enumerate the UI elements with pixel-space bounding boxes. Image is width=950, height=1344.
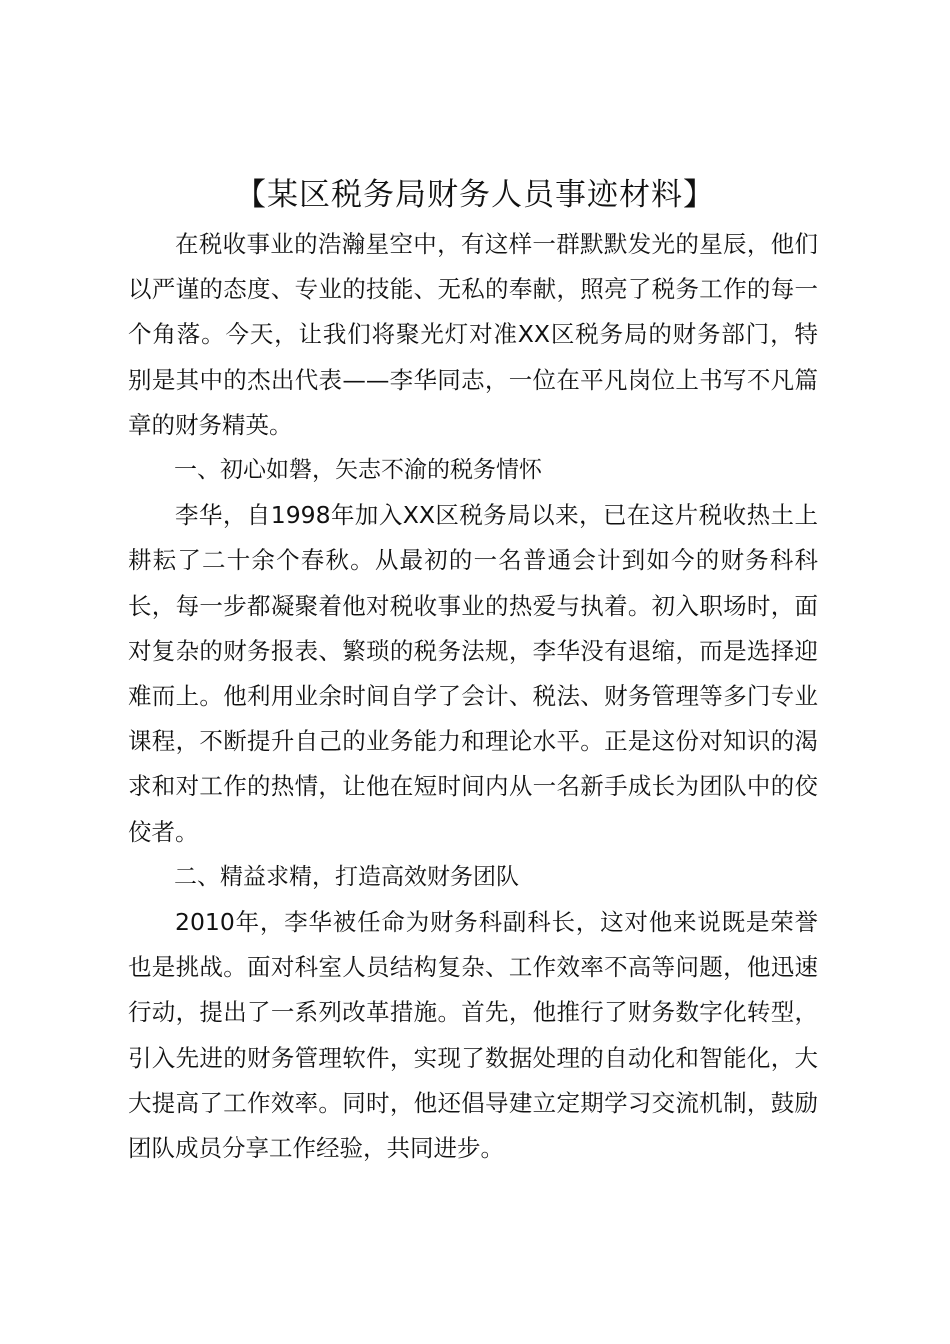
document-body: [128, 222, 818, 1171]
section-2-paragraph: 2010年，李华被任命为财务科副科长，这对他来说既是荣誉也是挑战。面对科室人员结构复杂、工作效率不高等问题，他迅速行动，提出了一系列改革措施。首先，他推行了财务数字化转型，引入先进的财务管理软件，实现了数据处理的自动化和智能化，大大提高了工作效率。同时，他还倡导建立定期学习交流机制，鼓励团队成员分享工作经验，共同进步。: [128, 908, 818, 1163]
section-1-paragraph: 李华，自1998年加入XX区税务局以来，已在这片税收热土上耕耘了二十余个春秋。从最初的一名普通会计到如今的财务科科长，每一步都凝聚着他对税收事业的热爱与执着。初入职场时，面对复杂的财务报表、繁琐的税务法规，李华没有退缩，而是选择迎难而上。他利用业余时间自学了会计、税法、财务管理等多门专业课程，不断提升自己的业务能力和理论水平。正是这份对知识的渴求和对工作的热情，让他在短时间内从一名新手成长为团队中的佼佼者。: [128, 501, 818, 846]
section-heading-2: 二、精益求精，打造高效财务团队: [174, 863, 519, 890]
intro-paragraph: 在税收事业的浩瀚星空中，有这样一群默默发光的星辰，他们以严谨的态度、专业的技能、无私的奉献，照亮了税务工作的每一个角落。今天，让我们将聚光灯对准XX区税务局的财务部门，特别是其中的杰出代表——李华同志，一位在平凡岗位上书写不凡篇章的财务精英。: [128, 230, 818, 439]
section-heading-1: 一、初心如磐，矢志不渝的税务情怀: [174, 457, 542, 484]
document-title: 【某区税务局财务人员事迹材料】: [235, 177, 715, 213]
